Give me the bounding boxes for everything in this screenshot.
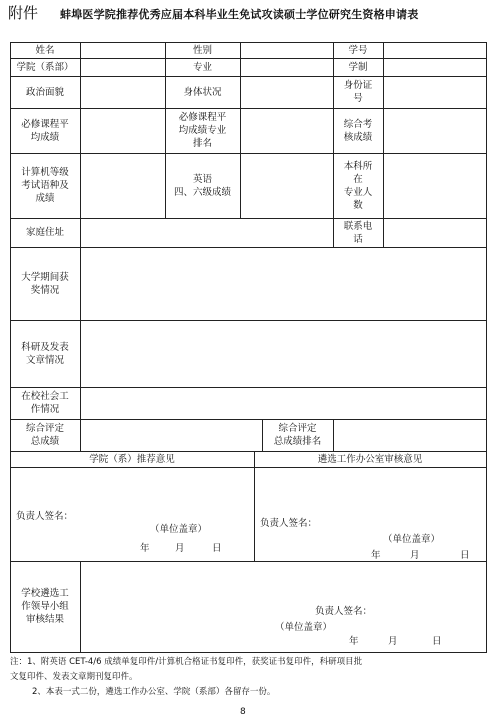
student-id-label: 学号	[348, 44, 368, 56]
phone-label: 联系电 话	[343, 220, 373, 245]
college-label: 学院（系部）	[16, 61, 74, 73]
note-line-2: 文复印件、发表文章期刊复印件。	[10, 672, 138, 682]
college-day-label: 日	[212, 543, 222, 554]
comprehensive-score-label: 综合考 核成绩	[343, 118, 373, 143]
gender-label: 性别	[192, 44, 212, 56]
college-opinion-title: 学院（系）推荐意见	[89, 453, 175, 465]
office-year-label: 年	[371, 550, 381, 561]
form-title: 蚌埠医学院推荐优秀应届本科毕业生免试攻读硕士学位研究生资格申请表	[60, 8, 419, 21]
page-number: 8	[240, 707, 246, 717]
address-label: 家庭住址	[25, 227, 64, 238]
name-label: 姓名	[35, 44, 55, 56]
office-month-label: 月	[410, 550, 420, 561]
eval-rank-label: 综合评定 总成绩排名	[273, 423, 322, 447]
group-seal-label: （单位盖章）	[275, 622, 333, 633]
program-length-label: 学制	[348, 61, 368, 73]
college-year-label: 年	[140, 543, 150, 554]
political-status-label: 政治面貌	[25, 86, 64, 98]
college-signer-label: 负责人签名：	[16, 511, 74, 522]
office-opinion-title: 遴选工作办公室审核意见	[317, 453, 423, 465]
group-day-label: 日	[432, 636, 442, 647]
health-label: 身体状况	[183, 86, 222, 98]
attachment-label: 附件	[8, 4, 39, 22]
major-label: 专业	[192, 61, 212, 73]
awards-label: 大学期间获 奖情况	[21, 271, 69, 296]
note-line-3: 2、本表一式二份，遴选工作办公室、学院（系部）各留存一份。	[32, 687, 276, 697]
group-year-label: 年	[349, 636, 359, 647]
social-work-label: 在校社会工 作情况	[21, 391, 69, 415]
required-gpa-label: 必修课程平 均成绩	[21, 118, 69, 143]
college-month-label: 月	[175, 543, 185, 554]
required-gpa-rank-label: 必修课程平 均成绩专业 排名	[178, 112, 227, 149]
college-seal-label: （单位盖章）	[150, 524, 208, 535]
group-month-label: 月	[388, 636, 398, 647]
office-signer-label: 负责人签名：	[260, 518, 318, 529]
computer-english-label: 计算机等级 考试语种及 成绩	[21, 167, 69, 204]
eval-total-label: 综合评定 总成绩	[25, 423, 64, 447]
group-signer-label: 负责人签名：	[315, 606, 373, 617]
footnotes	[10, 655, 485, 700]
office-seal-label: （单位盖章）	[383, 534, 441, 545]
note-line-1: 注：1、附英语 CET-4/6 成绩单复印件/计算机合格证书复印件，获奖证书复印件，科研项目批	[10, 657, 363, 667]
major-count-label: 本科所 在 专业人 数	[343, 160, 373, 211]
office-day-label: 日	[460, 550, 470, 561]
research-label: 科研及发表 文章情况	[21, 341, 69, 366]
leadership-group-label: 学校遴选工 作领导小组 审核结果	[21, 588, 69, 625]
id-number-label: 身份证 号	[343, 80, 373, 104]
cet-label: 英语 四、六级成绩	[173, 173, 231, 198]
